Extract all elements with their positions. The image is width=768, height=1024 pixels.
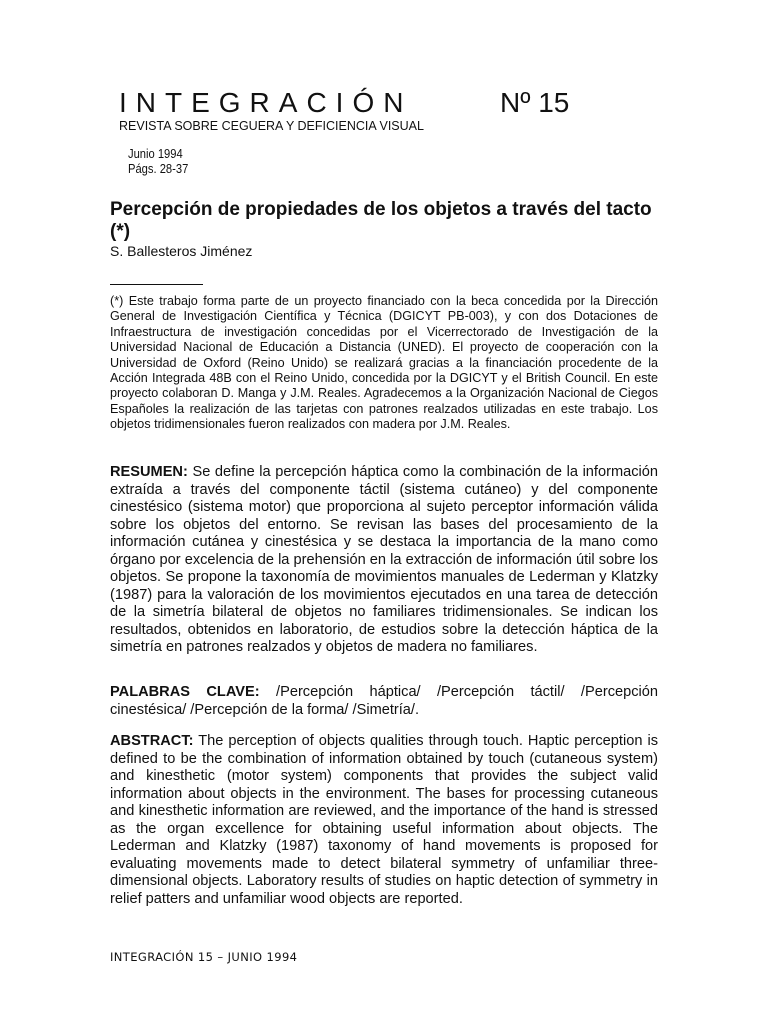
article-author: S. Ballesteros Jiménez xyxy=(110,243,253,259)
issue-number: Nº 15 xyxy=(500,87,570,118)
running-footer: INTEGRACIÓN 15 – JUNIO 1994 xyxy=(110,950,298,964)
footnote-divider xyxy=(110,284,203,285)
keywords-paragraph xyxy=(110,684,658,719)
abstract-paragraph xyxy=(110,733,658,908)
resumen-text: Se define la percepción háptica como la combinación de la información extraída a través del componente táctil (sistema cutáneo) y del componente cinestésico (sistema motor) que proporciona al sujeto perceptor información válida sobre los objetos del entorno. Se revisan las bases del procesamiento de la información cutánea y cinestésica y se destaca la importancia de la mano como órgano por excelencia de la prehensión en la extracción de información útil sobre los objetos. Se propone la taxonomía de movimientos manuales de Lederman y Klatzky (1987) para la valoración de los movimientos ejecutados en una tarea de detección de la simetría bilateral de objetos no familiares tridimensionales. Se indican los resultados, obtenidos en laboratorio, de estudios sobre la detección háptica de la simetría en patrones realzados y objetos de madera no familiares. xyxy=(110,464,658,655)
issue-date: Junio 1994 xyxy=(128,146,183,161)
journal-title: INTEGRACIÓN xyxy=(119,87,413,118)
abstract-label: ABSTRACT: xyxy=(110,733,194,749)
resumen-paragraph xyxy=(110,464,658,657)
issue-pages: Págs. 28-37 xyxy=(128,161,189,176)
resumen-label: RESUMEN: xyxy=(110,464,188,480)
abstract-text: The perception of objects qualities through touch. Haptic perception is defined to be the combination of information obtained by touch (cutaneous system) and kinesthetic (motor system) components that provides the subject valid information about objects in the environment. The bases for processing cutaneous and kinesthetic information are reviewed, and the importance of the hand is stressed as the organ excellence for obtaining useful information about objects. The Lederman and Klatzky (1987) taxonomy of hand movements is proposed for evaluating movements made to detect bilateral symmetry of unfamiliar three-dimensional objects. Laboratory results of studies on haptic detection of symmetry in relief patters and unfamiliar wood objects are reported. xyxy=(110,733,658,907)
funding-footnote: (*) Este trabajo forma parte de un proyecto financiado con la beca concedida por la Dirección General de Investigación Científica y Técnica (DGICYT PB-003), y con dos Dotaciones de Infraestructura de investigación concedidas por el Vicerrectorado de Investigación de la Universidad Nacional de Educación a Distancia (UNED). El proyecto de cooperación con la Universidad de Oxford (Reino Unido) se realizará gracias a la financiación procedente de la Acción Integrada 48B con el Reino Unido, concedida por la DGICYT y el British Council. En este proyecto colaboran D. Manga y J.M. Reales. Agradecemos a la Organización Nacional de Ciegos Españoles la realización de las tarjetas con patrones realzados utilizadas en este trabajo. Los objetos tridimensionales fueron realizados con madera por J.M. Reales. xyxy=(110,294,658,432)
keywords-text: /Percepción háptica/ /Percepción táctil/ /Percepción cinestésica/ /Percepción de la forma/ /Simetría/. xyxy=(110,684,658,718)
keywords-label: PALABRAS CLAVE: xyxy=(110,684,260,700)
journal-subtitle: REVISTA SOBRE CEGUERA Y DEFICIENCIA VISUAL xyxy=(119,119,424,133)
article-title: Percepción de propiedades de los objetos a través del tacto (*) xyxy=(110,199,652,242)
